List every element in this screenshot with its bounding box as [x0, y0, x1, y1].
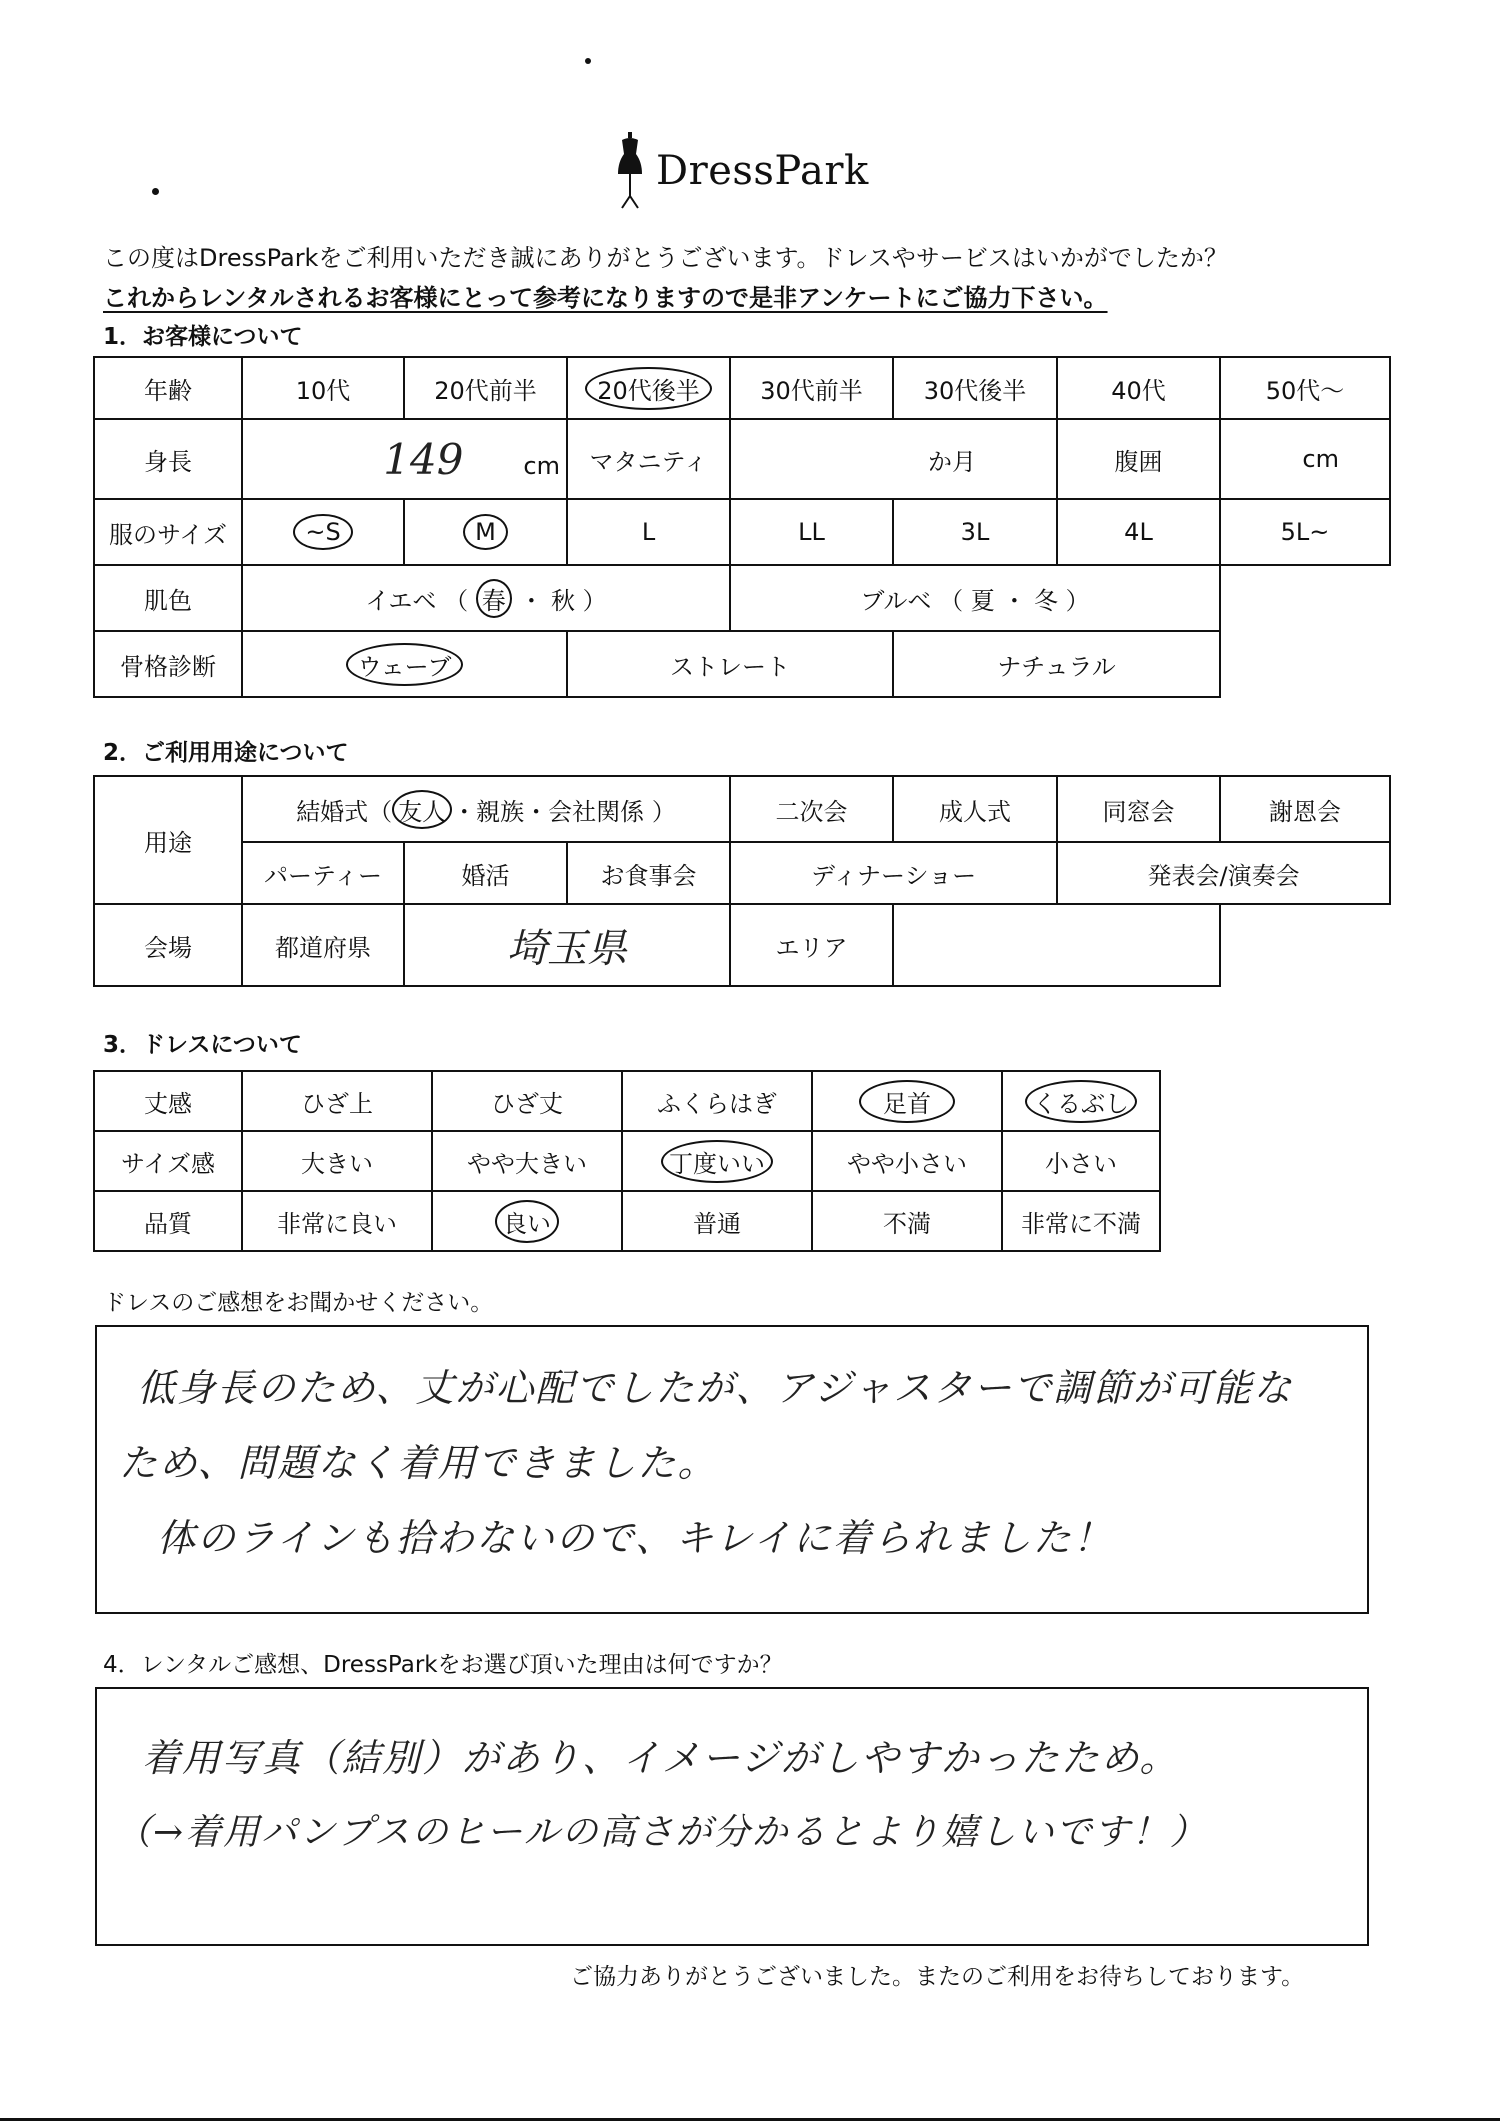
selection-circle: 足首	[859, 1080, 955, 1123]
section1-title: 1．お客様について	[103, 324, 303, 350]
size-option[interactable]: L	[567, 499, 730, 565]
age-option-selected[interactable]	[567, 357, 730, 419]
section4-title: 4．レンタルご感想、DressParkをお選び頂いた理由は何ですか？	[103, 1652, 783, 1678]
purpose-row-2	[94, 842, 1390, 904]
skin-row	[94, 565, 1390, 631]
length-option[interactable]: ひざ丈	[432, 1071, 622, 1131]
purpose-label: 用途	[94, 776, 242, 904]
wedding-option[interactable]	[242, 776, 730, 842]
age-option[interactable]: 30代前半	[730, 357, 893, 419]
fit-option-selected[interactable]	[622, 1131, 812, 1191]
section3-title: 3．ドレスについて	[103, 1032, 302, 1058]
wedding-prefix: 結婚式（	[296, 797, 393, 826]
fit-option[interactable]: 大きい	[242, 1131, 432, 1191]
logo-text: DressPark	[656, 148, 869, 194]
age-option[interactable]: 10代	[242, 357, 404, 419]
skin-autumn[interactable]: 秋	[550, 586, 575, 615]
purpose-option[interactable]: お食事会	[567, 842, 730, 904]
separator: ・	[519, 586, 544, 615]
skin-blue-label: ブルベ	[860, 586, 932, 615]
size-option[interactable]: 3L	[893, 499, 1057, 565]
height-label: 身長	[94, 419, 242, 499]
height-unit: cm	[523, 451, 560, 480]
skin-label: 肌色	[94, 565, 242, 631]
length-label: 丈感	[94, 1071, 242, 1131]
purpose-option[interactable]: 発表会/演奏会	[1057, 842, 1390, 904]
separator: ・	[1002, 586, 1027, 615]
prefecture-field[interactable]	[404, 904, 730, 986]
quality-option-selected[interactable]	[432, 1191, 622, 1251]
area-label: エリア	[730, 904, 893, 986]
area-field[interactable]	[893, 904, 1220, 986]
skin-yellow-label: イエベ	[365, 586, 437, 615]
dresspark-logo	[610, 128, 870, 218]
waist-unit: cm	[1302, 445, 1339, 473]
height-value: 149	[383, 434, 464, 484]
waist-field[interactable]	[1220, 419, 1390, 499]
reason-line-2: （→着用パンプスのヒールの高さが分かるとより嬉しいです！）	[115, 1812, 1208, 1853]
selection-circle: 20代後半	[585, 367, 712, 410]
selection-circle: M	[463, 514, 508, 550]
length-option[interactable]: ふくらはぎ	[622, 1071, 812, 1131]
purpose-table	[93, 775, 1391, 987]
selection-circle: ウェーブ	[346, 643, 464, 686]
selection-circle: 良い	[495, 1200, 559, 1243]
size-option[interactable]: 5L~	[1220, 499, 1390, 565]
section2-title: 2．ご利用用途について	[103, 740, 349, 766]
prefecture-value: 埼玉県	[507, 925, 628, 972]
scan-speck	[152, 188, 159, 195]
closing-message: ご協力ありがとうございました。またのご利用をお待ちしております。	[570, 1964, 1305, 1990]
age-row	[94, 357, 1390, 419]
purpose-option[interactable]: 婚活	[404, 842, 567, 904]
skin-winter[interactable]: 冬	[1033, 586, 1058, 615]
quality-option[interactable]: 不満	[812, 1191, 1002, 1251]
venue-row	[94, 904, 1390, 986]
fit-option[interactable]: 小さい	[1002, 1131, 1160, 1191]
frame-row	[94, 631, 1390, 697]
dress-form-icon	[610, 128, 650, 212]
frame-option-selected[interactable]	[242, 631, 567, 697]
empty-cell	[1220, 565, 1390, 631]
quality-row	[94, 1191, 1160, 1251]
skin-summer[interactable]: 夏	[970, 586, 995, 615]
length-option-selected[interactable]	[1002, 1071, 1160, 1131]
purpose-option[interactable]: 成人式	[893, 776, 1057, 842]
scan-speck	[585, 58, 591, 64]
impressions-line-3: 体のラインも拾わないので、キレイに着られました！	[157, 1516, 1113, 1560]
size-option[interactable]: 4L	[1057, 499, 1220, 565]
size-option-selected[interactable]	[404, 499, 567, 565]
impressions-prompt: ドレスのご感想をお聞かせください。	[103, 1290, 494, 1316]
paren-open: （	[939, 586, 964, 615]
length-option-selected[interactable]	[812, 1071, 1002, 1131]
height-row	[94, 419, 1390, 499]
purpose-option[interactable]: 謝恩会	[1220, 776, 1390, 842]
quality-option[interactable]: 普通	[622, 1191, 812, 1251]
size-option[interactable]: LL	[730, 499, 893, 565]
fit-option[interactable]: やや小さい	[812, 1131, 1002, 1191]
purpose-option[interactable]: パーティー	[242, 842, 404, 904]
age-option[interactable]: 30代後半	[893, 357, 1057, 419]
wedding-rest: ・親族・会社関係 ）	[452, 797, 676, 826]
intro-line-1: この度はDressParkをご利用いただき誠にありがとうございます。ドレスやサービスはいかがでしたか？	[103, 244, 1228, 272]
fit-label: サイズ感	[94, 1131, 242, 1191]
selection-circle: くるぶし	[1025, 1080, 1137, 1123]
reason-box[interactable]	[95, 1687, 1369, 1946]
maternity-unit: か月	[928, 447, 976, 476]
purpose-option[interactable]: 二次会	[730, 776, 893, 842]
reason-line-1: 着用写真（結別）があり、イメージがしやすかったため。	[142, 1736, 1180, 1780]
size-label: 服のサイズ	[94, 499, 242, 565]
paren-close: ）	[1065, 586, 1090, 615]
empty-cell	[1220, 631, 1390, 697]
impressions-line-1: 低身長のため、丈が心配でしたが、アジャスターで調節が可能な	[137, 1366, 1294, 1410]
purpose-option[interactable]: ディナーショー	[730, 842, 1057, 904]
quality-option[interactable]: 非常に良い	[242, 1191, 432, 1251]
fit-row	[94, 1131, 1160, 1191]
age-option[interactable]: 40代	[1057, 357, 1220, 419]
frame-option[interactable]: ナチュラル	[893, 631, 1220, 697]
age-option[interactable]: 50代～	[1220, 357, 1390, 419]
frame-option[interactable]: ストレート	[567, 631, 893, 697]
paren-close: ）	[582, 586, 607, 615]
frame-label: 骨格診断	[94, 631, 242, 697]
purpose-option[interactable]: 同窓会	[1057, 776, 1220, 842]
height-field[interactable]	[242, 419, 567, 499]
empty-cell	[1220, 904, 1390, 986]
length-row	[94, 1071, 1160, 1131]
wedding-friend-selected[interactable]: 友人	[392, 790, 452, 829]
skin-blue-option[interactable]	[730, 565, 1220, 631]
skin-yellow-option[interactable]	[242, 565, 730, 631]
selection-circle: 丁度いい	[661, 1140, 773, 1183]
customer-table	[93, 356, 1391, 698]
purpose-row-1	[94, 776, 1390, 842]
quality-label: 品質	[94, 1191, 242, 1251]
prefecture-label: 都道府県	[242, 904, 404, 986]
paren-open: （	[444, 586, 469, 615]
dress-table	[93, 1070, 1161, 1252]
maternity-field[interactable]	[730, 419, 1057, 499]
maternity-label: マタニティ	[567, 419, 730, 499]
impressions-box[interactable]	[95, 1325, 1369, 1614]
quality-option[interactable]: 非常に不満	[1002, 1191, 1160, 1251]
selection-circle: ~S	[293, 514, 352, 550]
skin-spring-selected[interactable]: 春	[476, 579, 512, 618]
impressions-line-2: ため、問題なく着用できました。	[119, 1441, 718, 1485]
intro-line-2: これからレンタルされるお客様にとって参考になりますので是非アンケートにご協力下さい。	[103, 284, 1108, 312]
fit-option[interactable]: やや大きい	[432, 1131, 622, 1191]
waist-label: 腹囲	[1057, 419, 1220, 499]
venue-label: 会場	[94, 904, 242, 986]
length-option[interactable]: ひざ上	[242, 1071, 432, 1131]
scan-edge-line	[0, 2118, 1500, 2121]
size-option-selected[interactable]	[242, 499, 404, 565]
size-row	[94, 499, 1390, 565]
age-label: 年齢	[94, 357, 242, 419]
age-option[interactable]: 20代前半	[404, 357, 567, 419]
